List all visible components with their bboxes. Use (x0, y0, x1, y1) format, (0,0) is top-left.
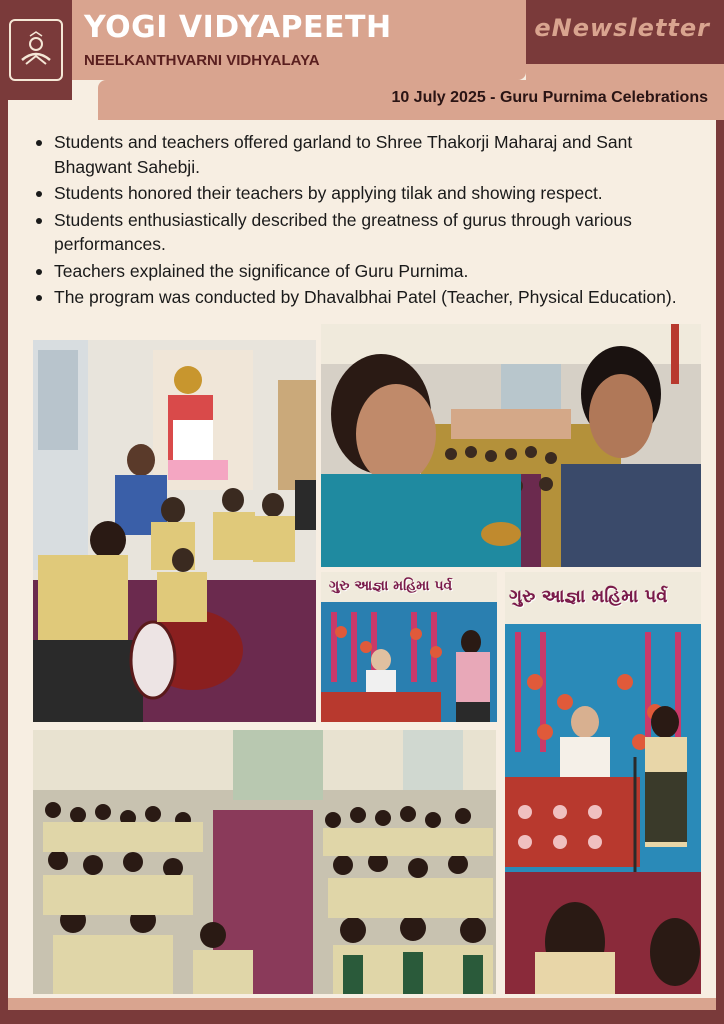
bullet-item: Students and teachers offered garland to Shree Thakorji Maharaj and Sant Bhagwant Sahebji. (30, 130, 700, 179)
school-logo-icon (9, 19, 63, 81)
school-subtitle: NEELKANTHVARNI VIDHYALAYA (84, 52, 320, 69)
bullet-item: Teachers explained the significance of Guru Purnima. (30, 259, 700, 284)
frame-bottom (0, 1010, 724, 1024)
frame-left (0, 0, 8, 1024)
footer-band (8, 998, 716, 1010)
title-block (72, 0, 526, 80)
stage-banner-text-large: ગુરુ આજ્ઞા મહિમા પર્વ (509, 586, 668, 607)
newsletter-label: eNewsletter (534, 14, 710, 42)
frame-right (716, 0, 724, 1024)
photo-student-audience (33, 730, 496, 994)
date-line: 10 July 2025 - Guru Purnima Celebrations (391, 89, 708, 106)
school-logo (0, 0, 72, 100)
school-title: YOGI VIDYAPEETH (84, 10, 392, 45)
bullet-item: The program was conducted by Dhavalbhai Patel (Teacher, Physical Education). (30, 285, 700, 310)
stage-banner-text: ગુરુ આજ્ઞા મહિમા પર્વ (329, 578, 453, 594)
newsletter-badge (526, 0, 724, 64)
photo-stage-speaker (321, 572, 497, 722)
photo-students-drum (33, 340, 316, 722)
bullet-list (30, 130, 700, 310)
date-bar-connector (526, 64, 724, 80)
bullet-list-container (30, 130, 700, 312)
bullet-item: Students enthusiastically described the greatness of gurus through various performances. (30, 208, 700, 257)
photo-girl-speaking (505, 572, 701, 994)
photo-tilak-ceremony (321, 324, 701, 567)
bullet-item: Students honored their teachers by applying tilak and showing respect. (30, 181, 700, 206)
